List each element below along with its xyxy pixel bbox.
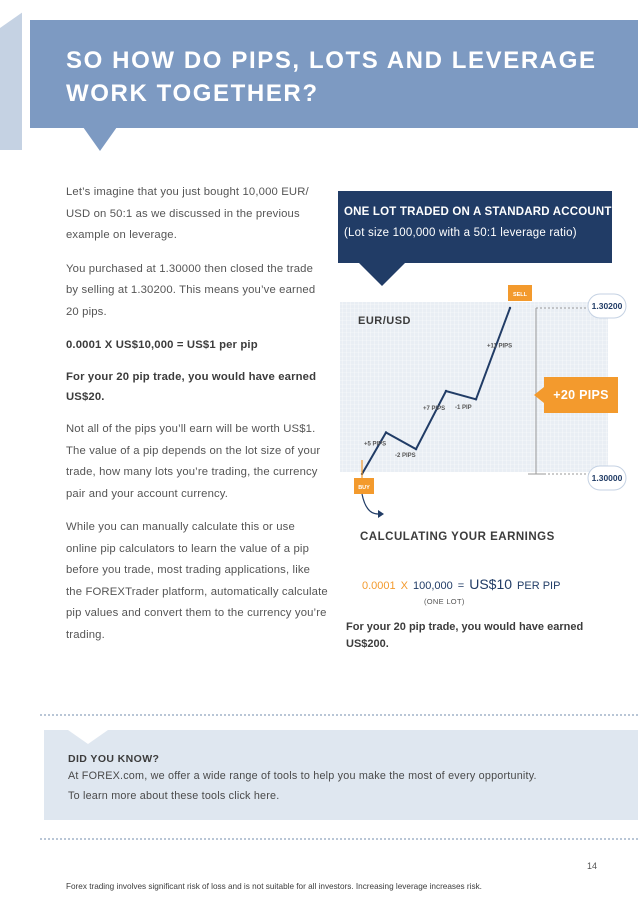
price-point: [385, 431, 387, 433]
step-label: +11 PIPS: [487, 343, 513, 350]
step-label: -2 PIPS: [395, 452, 416, 459]
body-text-column: [66, 182, 328, 658]
buy-label: BUY: [358, 485, 370, 491]
price-point: [445, 390, 447, 392]
paragraph-intro: Let’s imagine that you just bought 10,000 EUR/ USD on 50:1 as we discussed in the previous example on leverage.: [66, 186, 309, 241]
step-label: -1 PIP: [455, 405, 472, 412]
divider-top: [40, 714, 638, 716]
did-you-know-link[interactable]: To learn more about these tools click here.: [68, 790, 280, 802]
calc-title: CALCULATING YOUR EARNINGS: [360, 531, 555, 543]
calc-earned-text: For your 20 pip trade, you would have earned US$200.: [346, 621, 584, 650]
calc-per-pip: PER PIP: [517, 580, 561, 592]
page-title-line2: WORK TOGETHER?: [66, 80, 319, 107]
page-title-line1: SO HOW DO PIPS, LOTS AND LEVERAGE: [66, 47, 597, 74]
calc-times: X: [400, 580, 408, 592]
total-pips-badge: +20 PIPS: [544, 377, 618, 413]
did-you-know-title: DID YOU KNOW?: [68, 753, 160, 765]
callout-subtitle: (Lot size 100,000 with a 50:1 leverage ratio): [344, 227, 577, 239]
calc-lot: 100,000: [413, 580, 453, 592]
calc-equals: =: [457, 580, 465, 592]
paragraph-pip-value: Not all of the pips you’ll earn will be worth US$1. The value of a pip depends on the lot size of your trade, how many lots you’re trading, the currency pair and your account currency.: [66, 423, 321, 500]
total-pips-arrow: [534, 387, 544, 403]
did-you-know-text: At FOREX.com, we offer a wide range of tools to help you make the most of every opportunity.: [68, 770, 537, 782]
price-point: [415, 448, 417, 450]
step-label: +7 PIPS: [423, 406, 446, 413]
divider-bottom: [40, 838, 638, 840]
calc-result: US$10: [469, 576, 513, 592]
chart-title: EUR/USD: [358, 315, 412, 327]
paragraph-calculators: While you can manually calculate this or use online pip calculators to learn the value of a pip before you trade, most trading applications, like the FOREXTrader platform, automatically calculate pip values and convert them to the currency you’re trading.: [66, 521, 328, 641]
lot-callout-box: [338, 191, 612, 263]
did-you-know-pointer: [68, 730, 108, 744]
callout-title: ONE LOT TRADED ON A STANDARD ACCOUNT: [344, 206, 612, 218]
page-title: [66, 44, 606, 110]
sell-label: SELL: [512, 292, 528, 298]
price-point: [509, 307, 511, 309]
calc-lot-note: (ONE LOT): [424, 597, 465, 606]
buy-connector-line: [362, 494, 378, 514]
start-price-label: 1.30000: [591, 473, 623, 483]
step-label: +5 PIPS: [364, 441, 387, 448]
page-number: 14: [587, 861, 598, 871]
buy-connector-arrow: [378, 510, 384, 518]
calc-pip-value: 0.0001: [362, 580, 396, 592]
risk-disclaimer: Forex trading involves significant risk of loss and is not suitable for all investors. Increasing leverage increases risk.: [66, 882, 482, 891]
paragraph-purchase: You purchased at 1.30000 then closed the trade by selling at 1.30200. This means you’ve earned 20 pips.: [66, 262, 316, 318]
end-price-label: 1.30200: [591, 301, 623, 311]
earnings-text: For your 20 pip trade, you would have earned US$20.: [66, 371, 317, 403]
price-point: [475, 398, 477, 400]
header-pointer: [83, 127, 117, 151]
formula-text: 0.0001 X US$10,000 = US$1 per pip: [66, 339, 258, 351]
calc-formula: [362, 576, 560, 592]
